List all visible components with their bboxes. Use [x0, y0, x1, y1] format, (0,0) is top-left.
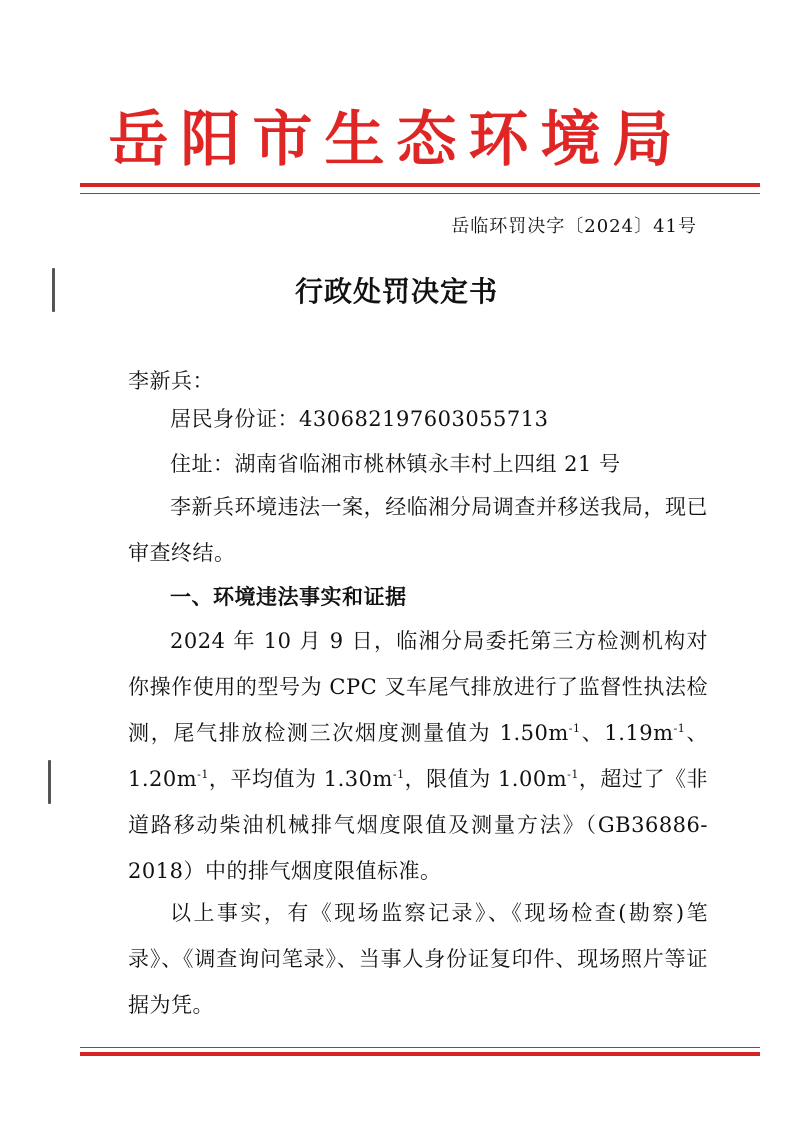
- document-number: 岳临环罚决字〔2024〕41号: [451, 216, 697, 237]
- fact-text-b: 、1.19m: [580, 721, 674, 745]
- fact-text-d: ，平均值为 1.30m: [208, 767, 393, 791]
- fact-text-a: 2024 年 10 月 9 日，临湘分局委托第三方检测机构对你操作使用的型号为 CPC 叉车尾气排放进行了监督性执法检测，尾气排放检测三次烟度测量值为 1.50m: [128, 629, 708, 745]
- letterhead-org-name: 岳阳市生态环境局: [108, 105, 685, 175]
- section1-heading: 一、环境违法事实和证据: [170, 585, 407, 609]
- unit-exponent-1: -1: [568, 722, 581, 735]
- document-title: 行政处罚决定书: [294, 275, 498, 308]
- violation-fact-paragraph: [128, 618, 708, 894]
- unit-exponent-5: -1: [567, 768, 579, 781]
- letterhead-rule-thick: [80, 183, 760, 187]
- case-intro-paragraph: 李新兵环境违法一案，经临湘分局调查并移送我局，现已审查终结。: [128, 495, 708, 565]
- unit-exponent-2: -1: [673, 722, 686, 735]
- footer-rule-thin: [80, 1047, 760, 1048]
- footer-rule-thick: [80, 1052, 760, 1056]
- unit-exponent-4: -1: [392, 768, 405, 781]
- evidence-paragraph: 以上事实，有《现场监察记录》、《现场检查(勘察)笔录》、《调查询问笔录》、当事人身份证复印件、现场照片等证据为凭。: [128, 901, 708, 1017]
- fact-text-c: 、1.20m: [128, 721, 708, 791]
- fact-text-f: ，超过了《非道路移动柴油机械排气烟度限值及测量方法》（GB36886-2018）中的排气烟度限值标准。: [128, 767, 708, 883]
- fact-text-e: ，限值为 1.00m: [404, 767, 568, 791]
- unit-exponent-3: -1: [197, 768, 209, 781]
- letterhead-rule-thin: [80, 193, 760, 194]
- party-name-line: 李新兵：: [128, 369, 214, 393]
- party-id-line: 居民身份证：430682197603055713: [170, 407, 549, 431]
- binding-mark-middle: [48, 760, 51, 804]
- party-address-line: 住址：湖南省临湘市桃林镇永丰村上四组 21 号: [170, 452, 621, 476]
